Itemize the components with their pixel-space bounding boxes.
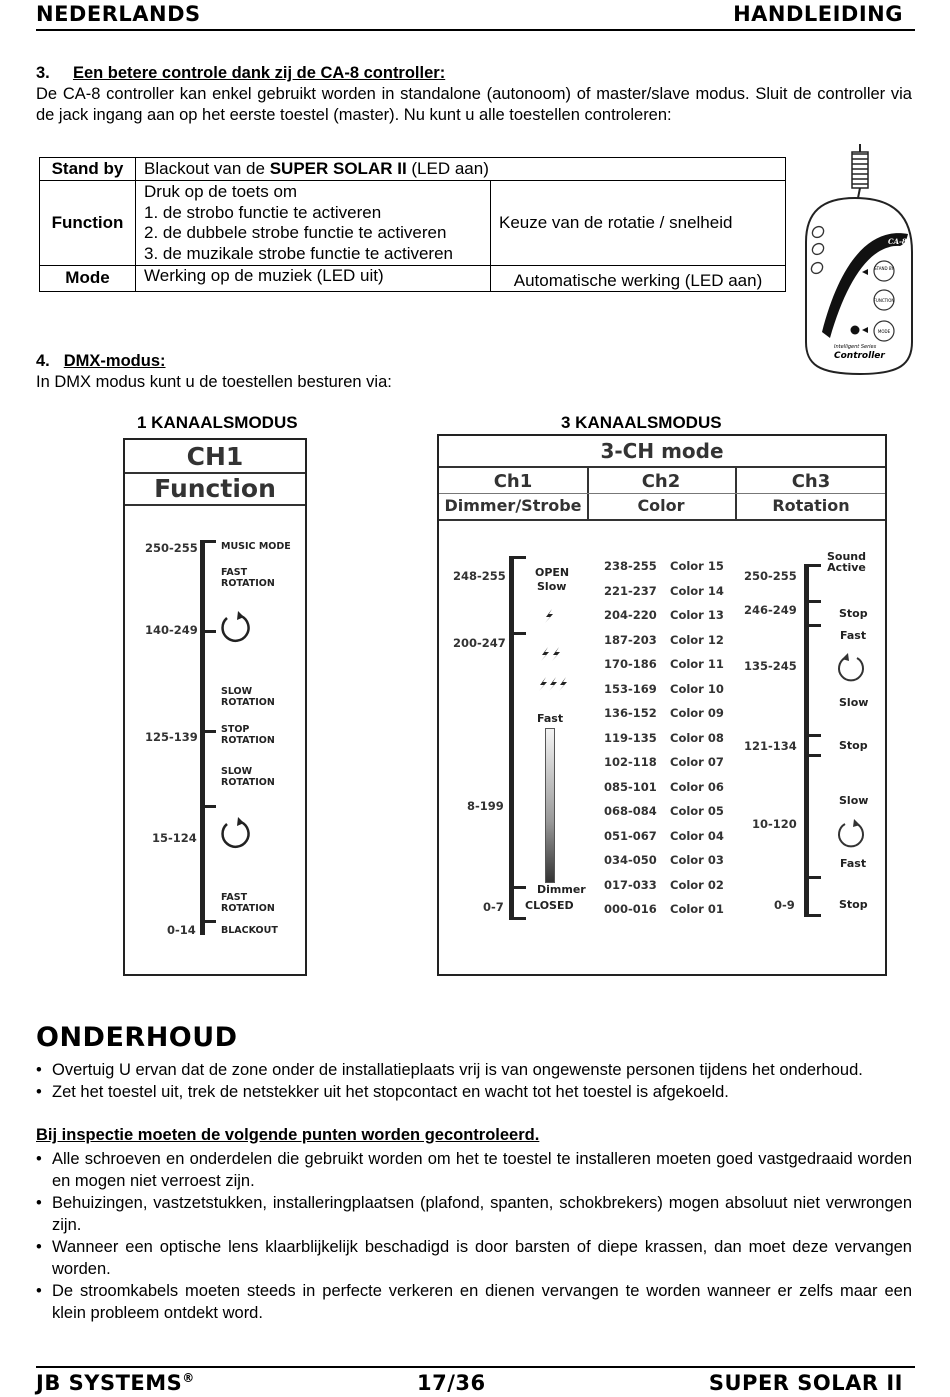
ca8-brand: CA-8 <box>888 237 907 246</box>
row-mode <box>40 266 786 292</box>
onderhoud-title: ONDERHOUD <box>36 1022 238 1053</box>
dmx1-blackout: BLACKOUT <box>221 925 278 936</box>
color-row <box>604 706 724 720</box>
color-row <box>604 584 724 598</box>
dmx3-ch3-range: 246-249 <box>744 603 797 617</box>
section4-body: In DMX modus kunt u de toestellen besturen via: <box>36 373 392 391</box>
function-desc: Druk op de toets om 1. de strobo functie te activeren 2. de dubbele strobe functie te activeren 3. de muzikale strobe functie te activeren <box>136 181 491 266</box>
dmx1-range: 125-139 <box>145 730 198 744</box>
dmx3-fast: Fast <box>537 712 564 725</box>
dmx3-ch1-range: 8-199 <box>467 799 504 813</box>
dmx3-panel <box>437 434 887 976</box>
color-name: Color 12 <box>670 632 724 647</box>
dmx3-stop-1: Stop <box>839 607 868 620</box>
dmx3-closed: CLOSED <box>525 899 574 912</box>
color-name: Color 13 <box>670 608 724 622</box>
section3-heading <box>36 63 445 84</box>
standby-desc: Blackout van de SUPER SOLAR II (LED aan) <box>136 158 786 181</box>
svg-text:MODE: MODE <box>877 329 891 334</box>
section4-heading: 4. DMX-modus: <box>36 352 166 370</box>
controller-table <box>39 157 786 292</box>
color-row <box>604 731 724 745</box>
svg-text:STAND BY: STAND BY <box>874 266 894 271</box>
onderhoud-list-2 <box>36 1148 912 1324</box>
function-right: Keuze van de rotatie / snelheid <box>491 181 786 266</box>
mode-right: Automatische werking (LED aan) <box>491 266 786 292</box>
color-name: Color 09 <box>670 706 724 720</box>
rotate-counterclockwise-icon <box>835 650 867 684</box>
dmx3-fast-1: Fast <box>840 629 867 642</box>
color-row <box>604 657 724 671</box>
color-name: Color 06 <box>670 779 724 794</box>
header-left: NEDERLANDS <box>36 2 201 26</box>
svg-text:Intelligent Series: Intelligent Series <box>834 344 877 350</box>
footer-brand: JB SYSTEMS® <box>36 1371 195 1395</box>
standby-label: Stand by <box>40 158 136 181</box>
dmx3-slow: Slow <box>537 580 567 593</box>
svg-text:Controller: Controller <box>834 351 885 361</box>
inspectie-heading: Bij inspectie moeten de volgende punten worden gecontroleerd. <box>36 1126 540 1144</box>
dmx1-range: 250-255 <box>145 541 198 555</box>
color-row <box>604 780 724 794</box>
color-range: 102-118 <box>604 755 657 769</box>
dmx1-ch: CH1 <box>186 442 244 471</box>
dmx3-mode: 3-CH mode <box>600 439 724 463</box>
color-name: Color 05 <box>670 804 724 818</box>
ca8-controller-image <box>800 142 915 377</box>
standby-led-icon <box>850 262 859 271</box>
color-range: 119-135 <box>604 730 657 745</box>
color-range: 136-152 <box>604 706 657 720</box>
dimmer-gradient-bar <box>545 728 555 883</box>
dmx3-stop-3: Stop <box>839 898 868 911</box>
dmx3-dimmer: Dimmer <box>537 883 586 896</box>
color-name: Color 10 <box>670 681 724 696</box>
dmx3-ch1-name: Dimmer/Strobe <box>444 496 582 515</box>
color-name: Color 15 <box>670 559 724 573</box>
mode-label: Mode <box>40 266 136 292</box>
color-range: 170-186 <box>604 657 657 671</box>
svg-text:FUNCTION: FUNCTION <box>873 298 895 303</box>
footer-rule <box>36 1366 915 1368</box>
rotate-clockwise-icon <box>835 816 867 850</box>
color-range: 034-050 <box>604 853 657 867</box>
dmx1-heading: 1 KANAALSMODUS <box>137 413 298 432</box>
dmx1-music-mode: MUSIC MODE <box>221 541 291 552</box>
color-row <box>604 804 724 818</box>
dmx1-range: 0-14 <box>167 923 196 937</box>
color-row <box>604 902 724 916</box>
color-name: Color 11 <box>670 657 724 671</box>
strobe-triple-icon <box>537 676 569 692</box>
color-range: 068-084 <box>604 804 657 818</box>
section3-body: De CA-8 controller kan enkel gebruikt worden in standalone (autonoom) of master/slave modus. Sluit de controller via de jack ingang aan op het eerste toestel (master). Nu kunt u alle toestellen controleren: <box>36 85 912 124</box>
dmx1-slow-rotation-2: SLOW ROTATION <box>221 766 275 788</box>
color-name: Color 04 <box>670 828 724 843</box>
color-range: 153-169 <box>604 681 657 696</box>
rotate-clockwise-icon <box>219 608 253 646</box>
header-rule <box>36 29 915 31</box>
dmx3-ch1-range: 0-7 <box>483 900 504 914</box>
row-function <box>40 181 786 266</box>
mode-led-icon <box>851 326 860 335</box>
list-item: • Wanneer een optische lens klaarblijkelijk beschadigd is door barsten of diepe krassen, dan moet deze vervangen worden. <box>36 1238 912 1278</box>
dmx1-fast-rotation: FAST ROTATION <box>221 567 275 589</box>
function-label: Function <box>40 181 136 266</box>
dmx1-panel <box>123 438 307 976</box>
standby-button-icon <box>874 261 894 281</box>
color-name: Color 03 <box>670 853 724 867</box>
color-row <box>604 608 724 622</box>
dmx3-ch3-range: 10-120 <box>752 817 797 831</box>
color-range: 238-255 <box>604 559 657 573</box>
dmx3-ch1-range: 200-247 <box>453 636 506 650</box>
dmx3-ch2-name: Color <box>637 496 685 515</box>
color-row <box>604 682 724 696</box>
mode-left: Werking op de muziek (LED uit) <box>136 266 491 292</box>
color-name: Color 07 <box>670 755 724 769</box>
dmx3-stop-2: Stop <box>839 739 868 752</box>
color-row <box>604 633 724 647</box>
color-name: Color 14 <box>670 583 724 598</box>
color-name: Color 02 <box>670 877 724 892</box>
dmx3-ch3-range: 0-9 <box>774 898 795 912</box>
color-row <box>604 559 724 573</box>
list-item: • Alle schroeven en onderdelen die gebruikt worden om het te toestel te installeren moeten goed vastgedraaid worden en mogen niet verroest zijn. <box>36 1150 912 1190</box>
dmx1-range: 15-124 <box>152 831 197 845</box>
dmx3-open: OPEN <box>535 566 570 579</box>
section3-number: 3. <box>36 64 50 82</box>
dmx3-ch3-range: 121-134 <box>744 739 797 753</box>
dmx3-sound-active: Sound Active <box>827 550 867 574</box>
dmx1-function: Function <box>154 474 276 503</box>
dmx1-stop-rotation: STOP ROTATION <box>221 724 275 746</box>
color-range: 204-220 <box>604 608 657 622</box>
strobe-single-icon <box>541 608 557 624</box>
dmx3-ch1: Ch1 <box>493 471 533 492</box>
strobe-double-icon <box>539 646 563 662</box>
color-row <box>604 878 724 892</box>
color-range: 000-016 <box>604 902 657 916</box>
section4-title: DMX-modus: <box>63 352 166 370</box>
header-right: HANDLEIDING <box>733 2 903 26</box>
dmx3-ch3-range: 135-245 <box>744 659 797 673</box>
dmx3-ch3: Ch3 <box>791 471 831 492</box>
dmx1-fast-rotation-2: FAST ROTATION <box>221 892 275 914</box>
page-number: 17/36 <box>417 1371 486 1395</box>
dmx3-ch1-range: 248-255 <box>453 569 506 583</box>
row-standby <box>40 158 786 181</box>
color-range: 017-033 <box>604 877 657 892</box>
dmx3-fast-2: Fast <box>840 857 867 870</box>
color-row <box>604 755 724 769</box>
rotate-clockwise-icon <box>219 814 253 852</box>
color-row <box>604 853 724 867</box>
color-name: Color 08 <box>670 730 724 745</box>
dmx3-slow-2: Slow <box>839 794 869 807</box>
dmx3-ch2: Ch2 <box>641 471 681 492</box>
list-item: • Behuizingen, vastzetstukken, installeringplaatsen (plafond, spanten, schokbrekers) mogen absoluut niet verwrongen zijn. <box>36 1194 912 1234</box>
color-name: Color 01 <box>670 902 724 916</box>
dmx1-slow-rotation: SLOW ROTATION <box>221 686 275 708</box>
list-item: • De stroomkabels moeten steeds in perfecte verkeren en dienen vervangen te worden wanneer er zelfs maar een klein probleem ontdekt word. <box>36 1282 912 1322</box>
dmx3-ch3-range: 250-255 <box>744 569 797 583</box>
color-range: 051-067 <box>604 828 657 843</box>
dmx3-heading: 3 KANAALSMODUS <box>561 413 722 432</box>
footer-product: SUPER SOLAR II <box>708 1371 903 1395</box>
color-range: 085-101 <box>604 779 657 794</box>
onderhoud-list-1 <box>36 1059 912 1103</box>
dmx3-slow-1: Slow <box>839 696 869 709</box>
list-item: • Overtuig U ervan dat de zone onder de installatieplaats vrij is van ongewenste personen tijdens het onderhoud. <box>36 1061 863 1079</box>
dmx1-range: 140-249 <box>145 623 198 637</box>
color-row <box>604 829 724 843</box>
section3-title: Een betere controle dank zij de CA-8 controller: <box>72 64 446 82</box>
list-item: • Zet het toestel uit, trek de netstekker uit het stopcontact en wacht tot het toestel is afgekoeld. <box>36 1083 729 1101</box>
dmx3-ch3-name: Rotation <box>772 496 850 515</box>
color-range: 187-203 <box>604 632 657 647</box>
color-range: 221-237 <box>604 583 657 598</box>
